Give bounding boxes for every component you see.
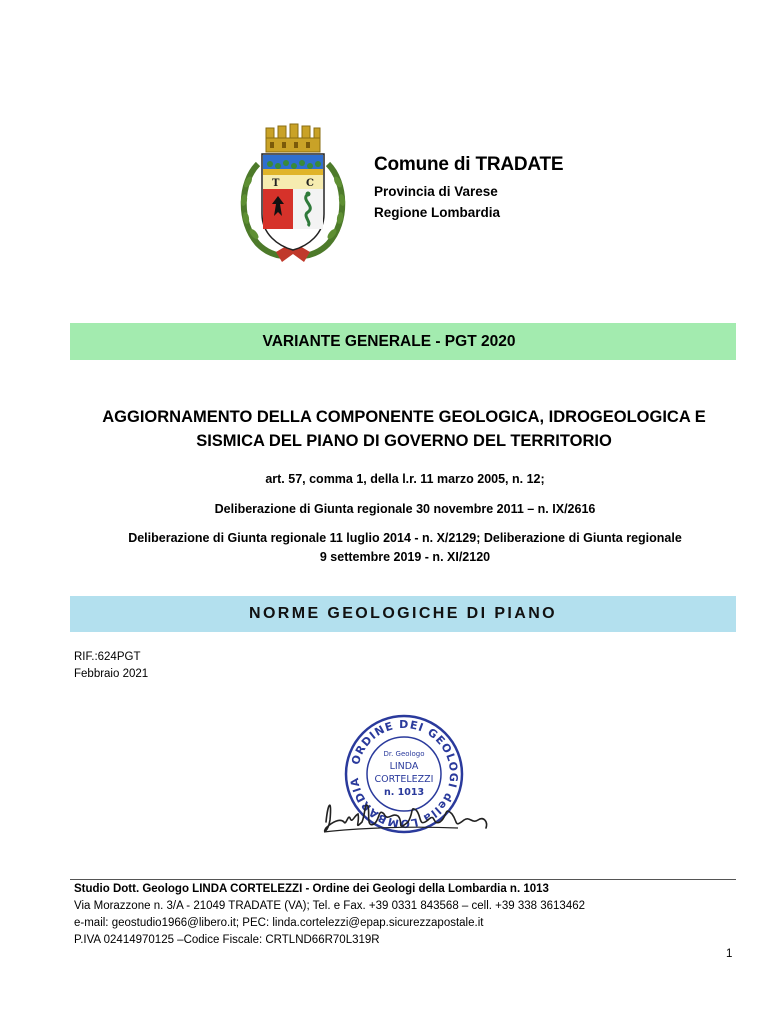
section-band <box>70 596 736 632</box>
municipality-heading <box>374 154 563 220</box>
comune-name: Comune di TRADATE <box>374 154 564 175</box>
variant-band <box>70 323 736 360</box>
footer <box>74 881 585 949</box>
reference-dgr-line-2: 9 settembre 2019 - n. XI/2120 <box>319 550 491 564</box>
footer-email: e-mail: geostudio1966@libero.it; PEC: linda.cortelezzi@epap.sicurezzapostale.it <box>74 917 484 929</box>
document-title <box>60 405 748 453</box>
seal-title: Dr. Geologo <box>383 750 425 758</box>
footer-divider <box>70 879 736 880</box>
seal-number: n. 1013 <box>383 787 425 798</box>
crest-letter-c: C <box>306 178 314 189</box>
seal-ring-text: ORDINE DEI GEOLOGI della LOMBARDIA <box>347 717 461 831</box>
reference-law: art. 57, comma 1, della l.r. 11 marzo 2005, n. 12; <box>265 472 545 486</box>
footer-tax-ids: P.IVA 02414970125 –Codice Fiscale: CRTLND66R70L319R <box>74 934 380 946</box>
document-info <box>74 649 148 683</box>
page-number: 1 <box>726 948 733 960</box>
coat-of-arms-icon <box>236 122 350 270</box>
reference-dgr-line-1: Deliberazione di Giunta regionale 11 luglio 2014 - n. X/2129; Deliberazione di Giunta regionale <box>128 531 682 545</box>
document-date: Febbraio 2021 <box>74 668 149 680</box>
regione-label: Regione Lombardia <box>374 205 501 220</box>
reference-dgr-2014-2019 <box>60 529 750 567</box>
document-title-line-2: SISMICA DEL PIANO DI GOVERNO DEL TERRITORIO <box>196 432 612 450</box>
handwritten-signature <box>318 792 498 840</box>
footer-address: Via Morazzone n. 3/A - 21049 TRADATE (VA); Tel. e Fax. +39 0331 843568 – cell. +39 338 3613462 <box>74 900 586 912</box>
document-title-line-1: AGGIORNAMENTO DELLA COMPONENTE GEOLOGICA, IDROGEOLOGICA E <box>102 408 706 426</box>
seal-first-name: LINDA <box>389 761 419 772</box>
section-band-text: NORME GEOLOGICHE DI PIANO <box>248 605 557 622</box>
variant-band-text: VARIANTE GENERALE - PGT 2020 <box>262 332 516 350</box>
footer-studio: Studio Dott. Geologo LINDA CORTELEZZI - Ordine dei Geologi della Lombardia n. 1013 <box>74 883 549 895</box>
provincia-label: Provincia di Varese <box>374 184 498 199</box>
reference-code: RIF.:624PGT <box>74 651 141 663</box>
crest-letter-t: T <box>272 178 280 189</box>
seal-surname: CORTELEZZI <box>374 774 434 785</box>
reference-dgr-2011: Deliberazione di Giunta regionale 30 novembre 2011 – n. IX/2616 <box>214 502 596 516</box>
